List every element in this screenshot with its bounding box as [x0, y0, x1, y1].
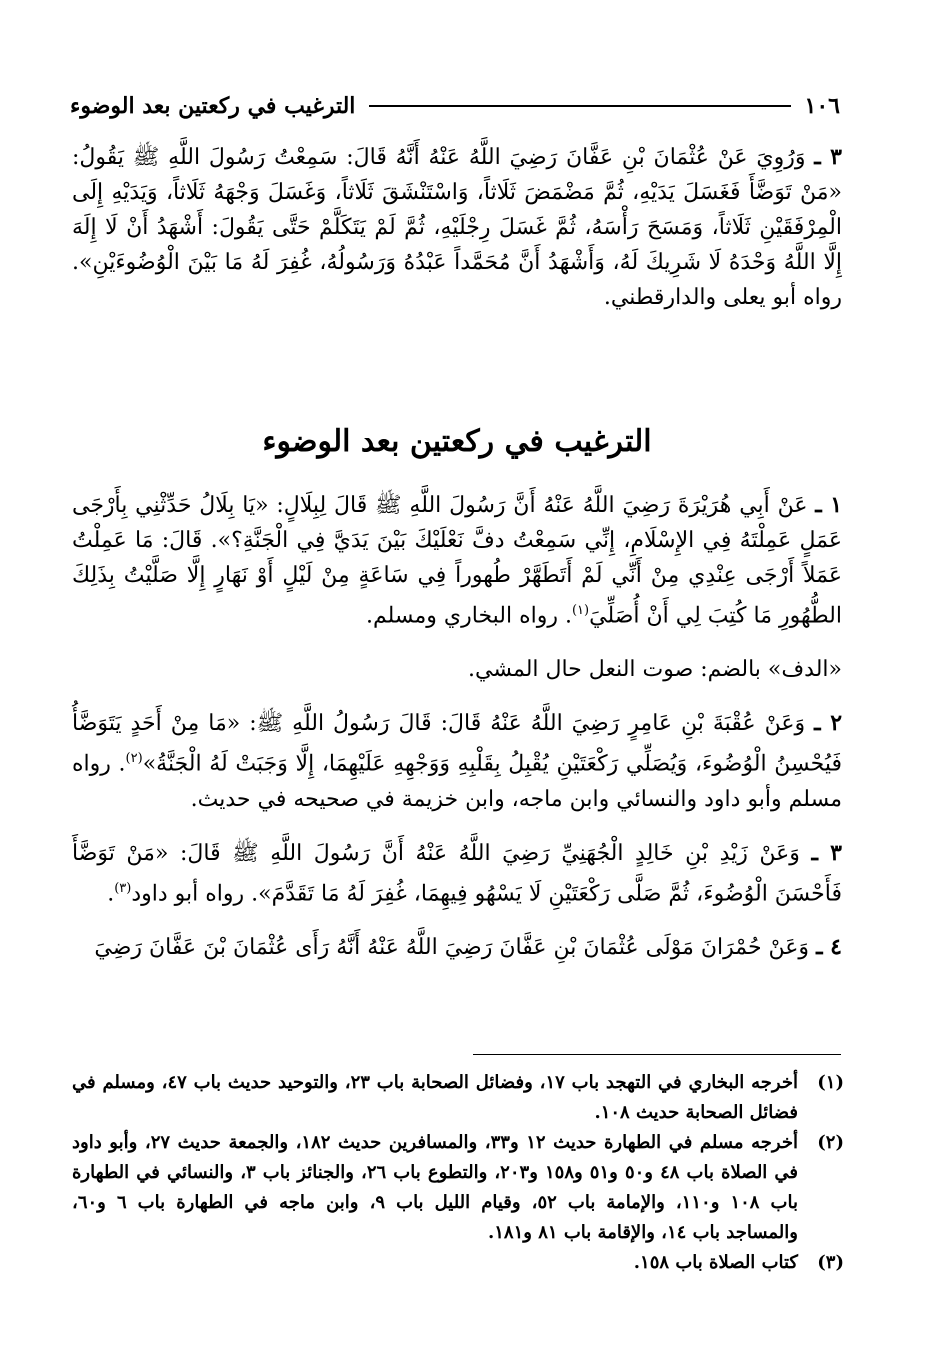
footnote-number: (١): [817, 1072, 844, 1093]
hadith-paragraph: [72, 930, 842, 965]
header-rule: [369, 105, 790, 107]
gloss-text: «الدف» بالضم: صوت النعل حال المشي.: [468, 657, 842, 683]
hadith-paragraph: [72, 706, 842, 816]
hadith-text: عَنْ أَبِي هُرَيْرَةَ رَضِيَ اللَّهُ عَنْهُ أَنَّ رَسُولَ اللَّهِ ﷺ قَالَ لِبِلَالٍ: «يَا بِلَالُ حَدِّثْنِي بِأَرْجَى عَمَلٍ عَمِلْتَهُ فِي الإِسْلَامِ، إِنِّي سَمِعْتُ دفَّ نَعْلَيْكَ بَيْنَ يَدَيَّ فِي الْجَنَّةِ؟». قَالَ: مَا عَمِلْتُ عَمَلاً أَرْجَى عِنْدِي مِنْ أَنِّي لَمْ أَتَطَهَّرْ طُهوراً فِي سَاعَةٍ مِنْ لَيْلٍ أَوْ نَهَارٍ إِلَّا صَلَّيْتُ بِذَلِكَ الطُّهُورِ مَا كُتِبَ لِي أَنْ أُصَلِّيَ: [72, 493, 842, 629]
gloss-paragraph: [72, 652, 842, 687]
page-number: ١٠٦: [804, 93, 840, 119]
footnote-ref: (١): [571, 603, 590, 618]
hadith-number: ١ ـ: [815, 492, 843, 518]
hadith-number: ٣ ـ: [811, 839, 842, 866]
hadith-text: وَعَنْ زَيْدِ بْنِ خَالِدٍ الْجُهَنِيِّ رَضِيَ اللَّهُ عَنْهُ أَنَّ رَسُولَ اللَّهِ ﷺ قَالَ: «مَنْ تَوَضَّأَ فَأَحْسَنَ الْوُضُوءَ، ثُمَّ صَلَّى رَكْعَتَيْنِ لَا يَسْهُو فِيهِمَا، غُفِرَ لَهُ مَا تَقَدَّمَ». رواه أبو داود: [72, 840, 842, 906]
hadith-paragraph: [72, 488, 842, 633]
hadith-text: وَعَنْ عُقْبَةَ بْنِ عَامِرٍ رَضِيَ اللَّهُ عَنْهُ قَالَ: قَالَ رَسُولُ اللَّهِ ﷺ: «مَا مِنْ أَحَدٍ يَتَوَضَّأُ فَيُحْسِنُ الْوُضُوءَ، وَيُصَلِّي رَكْعَتَيْنِ يُقْبِلُ بِقَلْبِهِ وَوَجْهِهِ عَلَيْهِمَا، إِلَّا وَجَبَتْ لَهُ الْجَنَّةُ»: [72, 711, 843, 777]
footnote-number: (٣): [817, 1252, 844, 1273]
running-title: الترغيب في ركعتين بعد الوضوء: [70, 93, 356, 119]
footnotes: [72, 1068, 844, 1278]
footnote-text: كتاب الصلاة باب ١٥٨.: [633, 1252, 798, 1273]
hadith-number: ٣ ـ: [814, 144, 842, 170]
hadith-number: ٢ ـ: [814, 710, 843, 737]
hadith-number: ٤ ـ: [816, 933, 842, 960]
hadith-paragraph: [72, 140, 842, 315]
hadith-source: . رواه البخاري ومسلم.: [365, 603, 572, 629]
section-title: الترغيب في ركعتين بعد الوضوء: [262, 424, 652, 459]
previous-section-text: [72, 140, 842, 334]
footnote: [72, 1068, 844, 1128]
hadith-source: .: [107, 880, 115, 906]
footnote-text: أخرجه مسلم في الطهارة حديث ١٢ و٣٣، والمسافرين حديث ١٨٢، والجمعة حديث ٢٧، وأبو داود في الصلاة باب ٤٨ و٥٠ و٥١ و١٥٨ و٢٠٣، والتطوع باب ٢٦، والجنائز باب ٣، والنسائي في الطهارة باب ١٠٨ و١١٠، والإمامة باب ٥٢، وقيام الليل باب ٩، وابن ماجه في الطهارة باب ٦ و٦٠، والمساجد باب ١٤، والإقامة باب ٨١ و١٨١.: [72, 1132, 799, 1243]
footnote-ref: (٣): [114, 880, 132, 896]
section-body: [72, 488, 842, 984]
hadith-source: . رواه مسلم وأبو داود والنسائي وابن ماجه، وابن خزيمة في صحيحه في حديث.: [72, 751, 842, 812]
page-header: [70, 86, 840, 126]
footnote: [72, 1248, 844, 1278]
footnote-separator: [473, 1054, 841, 1055]
footnote-number: (٢): [817, 1132, 844, 1153]
footnote-text: أخرجه البخاري في التهجد باب ١٧، وفضائل الصحابة باب ٢٣، والتوحيد حديث باب ٤٧، ومسلم في فضائل الصحابة حديث ١٠٨.: [72, 1072, 798, 1123]
footnote-ref: (٢): [125, 751, 143, 767]
hadith-text: وَعَنْ حُمْرَانَ مَوْلَى عُثْمَانَ بْنِ عَفَّانَ رَضِيَ اللَّهُ عَنْهُ أَنَّهُ رَأَى عُثْمَانَ بْنَ عَفَّانَ رَضِيَ: [94, 934, 810, 960]
hadith-text: وَرُوِيَ عَنْ عُثْمَانَ بْنِ عَفَّانَ رَضِيَ اللَّهُ عَنْهُ أَنَّهُ قَالَ: سَمِعْتُ رَسُولَ اللَّهِ ﷺ يَقُولُ: «مَنْ تَوَضَّأَ فَغَسَلَ يَدَيْهِ، ثُمَّ مَضْمَضَ ثَلَاثاً، وَاسْتَنْشَقَ ثَلَاثاً، وَغَسَلَ وَجْهَهُ ثَلَاثاً، وَيَدَيْهِ إِلَى الْمِرْفَقَيْنِ ثَلَاثاً، وَمَسَحَ رَأْسَهُ، ثُمَّ غَسَلَ رِجْلَيْهِ، ثُمَّ لَمْ يَتَكَلَّمْ حَتَّى يَقُولَ: أَشْهَدُ أَنْ لَا إِلَهَ إِلَّا اللَّهُ وَحْدَهُ لَا شَرِيكَ لَهُ، وَأَشْهَدُ أَنَّ مُحَمَّداً عَبْدُهُ وَرَسُولُهُ، غُفِرَ لَهُ مَا بَيْنَ الْوُضُوءَيْنِ». رواه أبو يعلى والدارقطني.: [72, 145, 842, 310]
hadith-paragraph: [72, 836, 842, 911]
footnote: [72, 1128, 844, 1248]
